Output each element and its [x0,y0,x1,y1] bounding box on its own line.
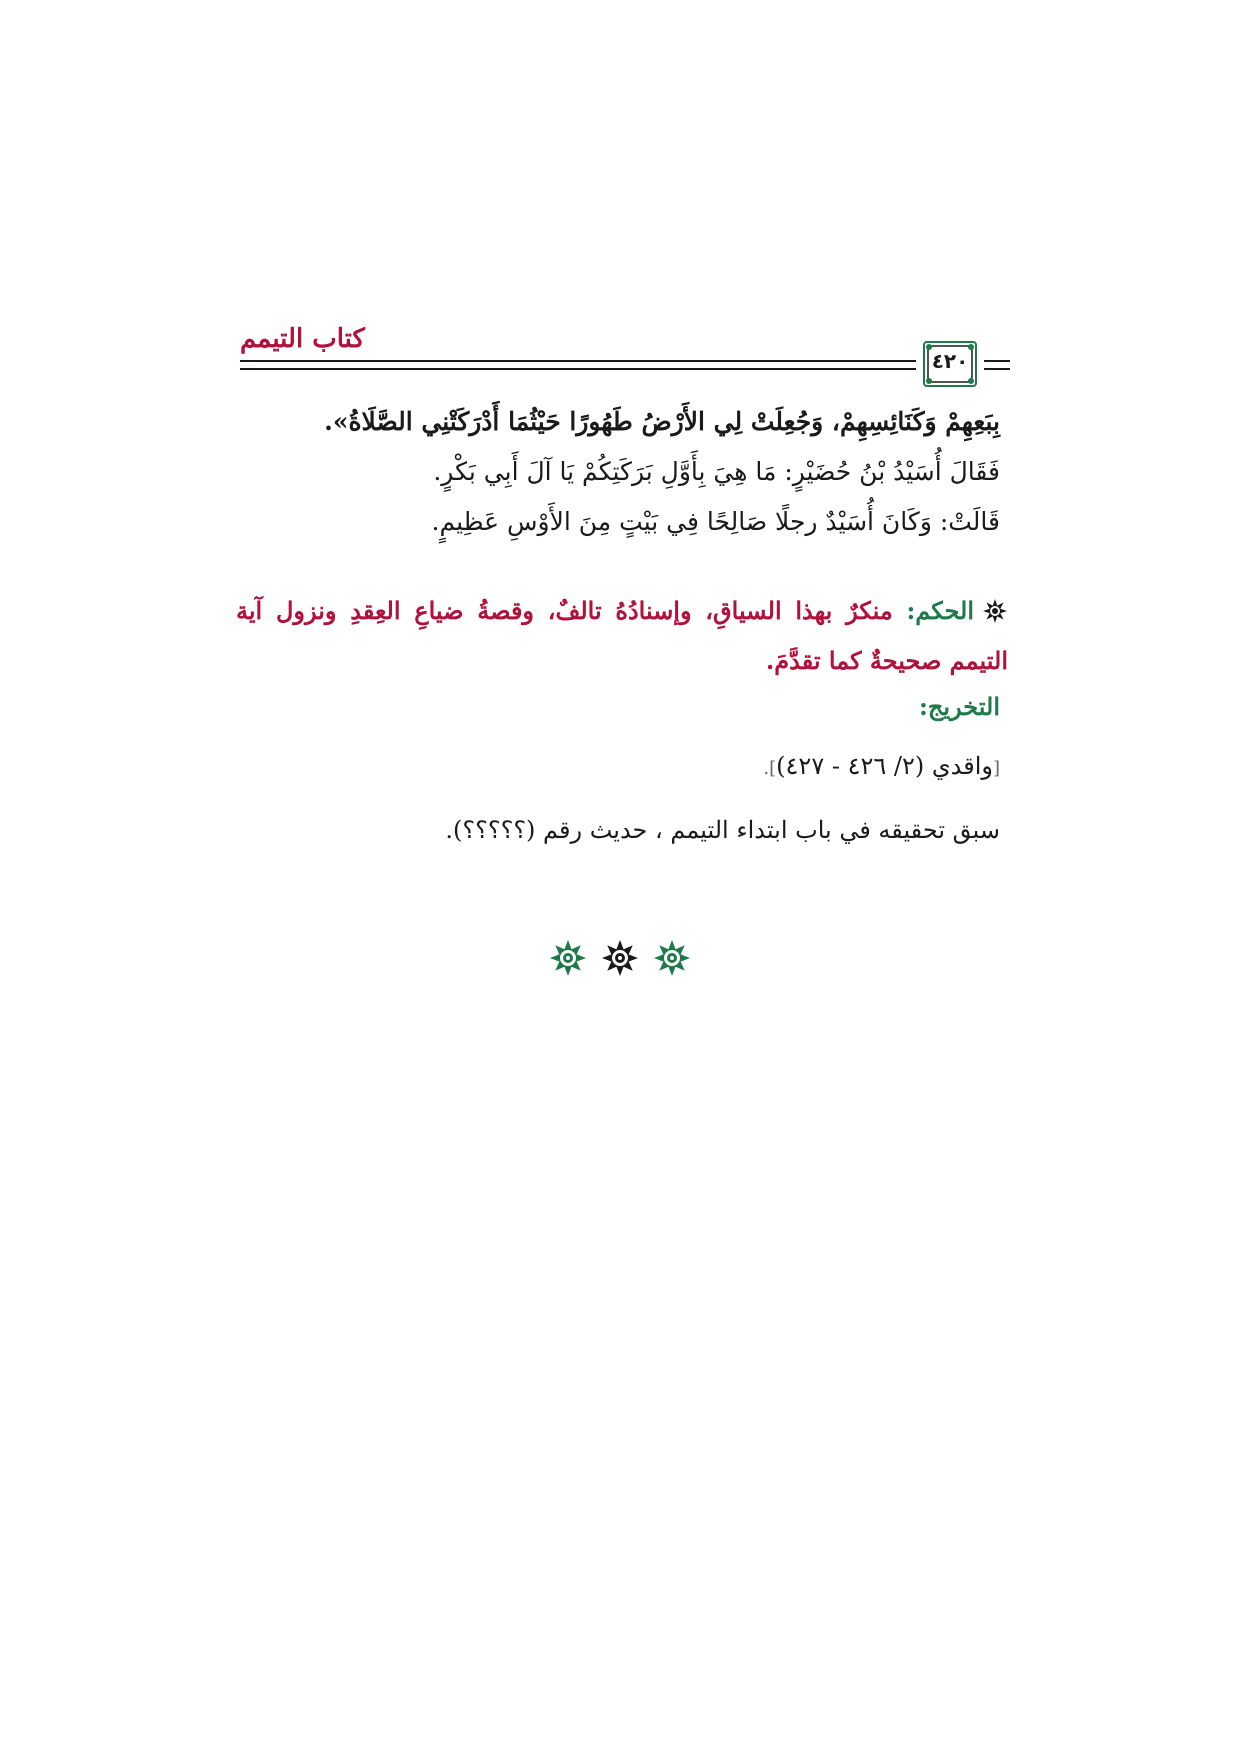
page-number: ٤٢٠ [931,349,969,373]
hadith-line-2: فَقَالَ أُسَيْدُ بْنُ حُضَيْرٍ: مَا هِيَ بِأَوَّلِ بَرَكَتِكُمْ يَا آلَ أَبِي بَكْرٍ. [433,457,1000,486]
source-close-bracket: ]. [763,758,777,779]
ruling-paragraph [236,586,1008,686]
page-number-badge [922,340,978,388]
book-title: كتاب التيمم [240,324,365,354]
ruling-label: الحكم: [906,596,974,625]
running-header [240,318,1010,390]
header-double-rule [240,360,916,370]
header-double-rule-end [984,360,1010,370]
takhrij-heading: التخريج: [919,692,1000,721]
verification-note: سبق تحقيقه في باب ابتداء التيمم ، حديث رقم (؟؟؟؟؟). [445,816,1000,844]
flower-ornament-icon [982,598,1008,624]
source-text: واقدي (٢/ ٤٢٦ - ٤٢٧) [776,752,993,780]
flower-ornament-icon-left [548,938,588,978]
ruling-text: منكرٌ بهذا السياقِ، وإسنادُهُ تالفٌ، وقصةُ ضياعِ العِقدِ ونزول آية التيمم صحيحةٌ كما تقدَّمَ. [236,596,1008,675]
section-end-ornament [548,938,692,982]
source-reference [230,752,1000,780]
hadith-line-3: قَالَتْ: وَكَانَ أُسَيْدٌ رجلًا صَالِحًا فِي بَيْتٍ مِنَ الأَوْسِ عَظِيمٍ. [431,507,1000,536]
hadith-line-1: بِبَعِهِمْ وَكَنَائِسِهِمْ، وَجُعِلَتْ لِي الأَرْضُ طَهُورًا حَيْثُمَا أَدْرَكَتْنِي الصَّلَاةُ». [324,407,1000,436]
flower-ornament-icon-center [600,938,640,978]
flower-ornament-icon-right [652,938,692,978]
source-open-bracket: [ [992,758,1000,779]
